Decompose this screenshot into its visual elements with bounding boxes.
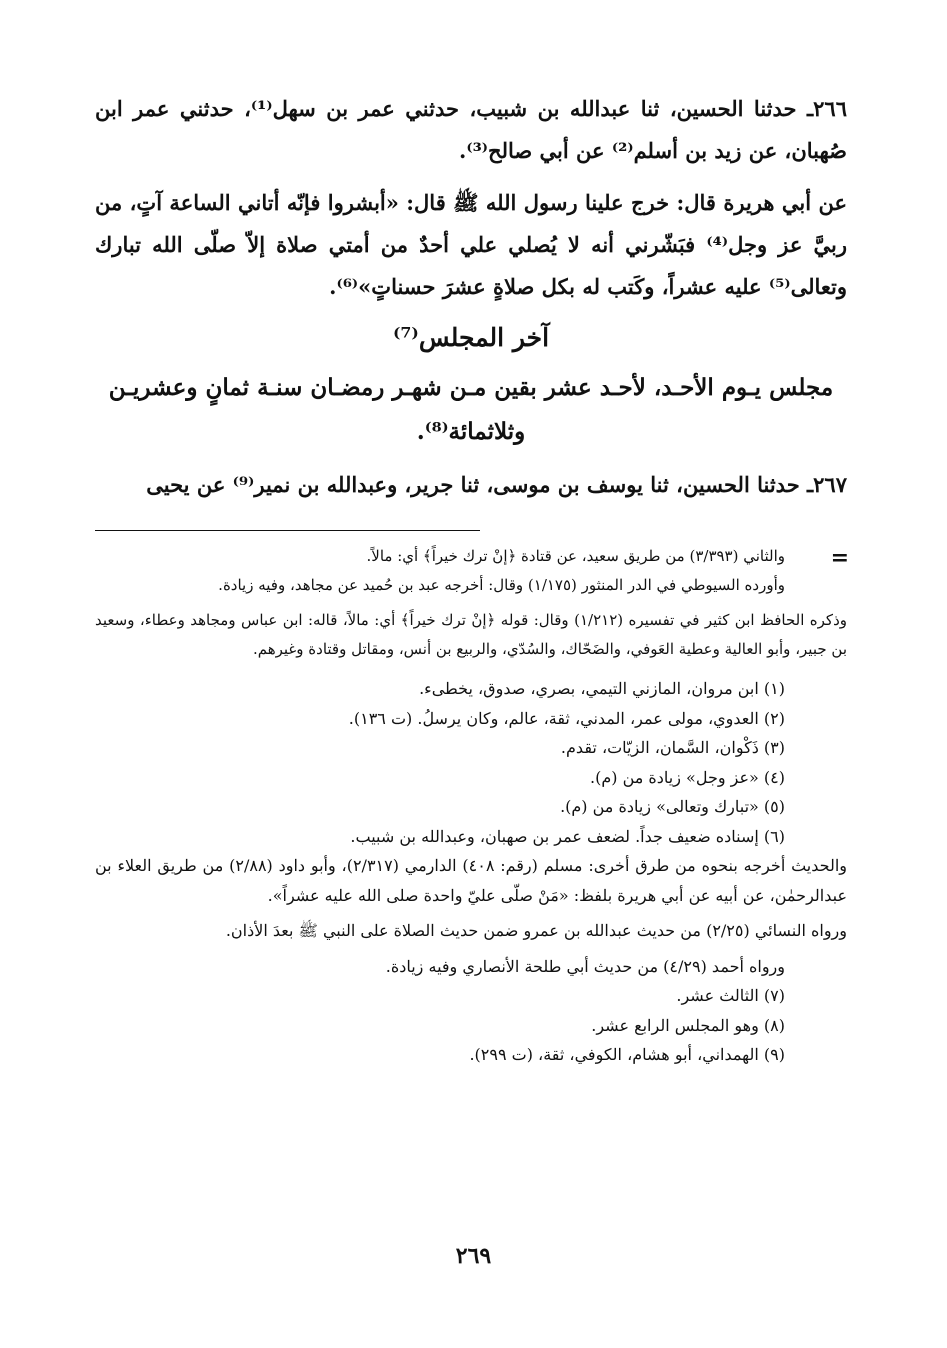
continuation-mark: = [830, 545, 849, 571]
main-text [95, 88, 847, 506]
footnote-4: (٤) «عز وجل» زيادة من (م). [590, 767, 785, 787]
footnote-list [95, 674, 847, 1070]
footnote-2: (٢) العدوي، مولى عمر، المدني، ثقة، عالم، وكان يرسلُ. (ت ١٣٦). [348, 708, 785, 728]
footnote-6: (٦) إسناده ضعيف جداً. لضعف عمر بن صهبان، وعبدالله بن شبيب. [350, 826, 785, 846]
footnote-8: (٨) وهو المجلس الرابع عشر. [591, 1015, 785, 1035]
footnote-5: (٥) «تبارك وتعالى» زيادة من (م). [560, 797, 785, 816]
footnotes [95, 542, 847, 1070]
note-continued-line: وأورده السيوطي في الدر المنثور (١/١٧٥) وقال: أخرجه عبد بن حُميد عن مجاهد، وفيه زيادة. [218, 576, 785, 594]
section-heading: آخر المجلس⁽⁷⁾ [392, 323, 550, 352]
footnote-1: (١) ابن مروان، المازني التيمي، بصري، صدوق، يخطىء. [419, 679, 785, 698]
page-number: ٢٦٩ [455, 1243, 492, 1269]
majlis-title: مجلس يـوم الأحـد، لأحـد عشر بقين مـن شهـر رمضـان سنـة ثمانٍ وعشريـن وثلاثمائة⁽⁸⁾. [108, 374, 834, 445]
hadith-266-isnad: ٢٦٦ـ حدثنا الحسين، ثنا عبدالله بن شبيب، حدثني عمر بن سهل⁽¹⁾، حدثني عمر ابن صُهبان، عن زيد بن أسلم⁽²⁾ عن أبي صالح⁽³⁾. [95, 96, 847, 163]
footnote-9: (٩) الهمداني، أبو هشام، الكوفي، ثقة، (ت ٢٩٩). [469, 1045, 785, 1064]
footnote-7: (٧) الثالث عشر. [676, 986, 785, 1005]
footnote-rule [95, 530, 480, 531]
takhrij-paragraph: ورواه أحمد (٤/٢٩) من حديث أبي طلحة الأنصاري وفيه زيادة. [385, 956, 785, 976]
hadith-267-isnad: ٢٦٧ـ حدثنا الحسين، ثنا يوسف بن موسى، ثنا جرير، وعبدالله بن نمير⁽⁹⁾ عن يحيى [146, 472, 847, 497]
footnote-separator [95, 520, 847, 542]
takhrij-paragraph: والحديث أخرجه بنحوه من طرق أخرى: مسلم (رقم: ٤٠٨) الدارمي (٢/٣١٧)، وأبو داود (٢/٨٨) من طريق العلاء بن عبدالرحمٰن، عن أبيه عن أبي هريرة بلفظ: «مَنْ صلّى عليّ واحدة صلى الله عليه عشراً». [95, 856, 848, 905]
takhrij-paragraph: ورواه النسائي (٢/٢٥) من حديث عبدالله بن عمرو ضمن حديث الصلاة على النبي ﷺ بعدَ الأذان. [225, 921, 847, 940]
note-continued-line: وذكره الحافظ ابن كثير في تفسيره (١/٢١٢) وقال: قوله ﴿إنْ ترك خيراً﴾ أي: مالاً، قاله: ابن عباس ومجاهد وعطاء، وسعيد بن جبير، وأبو العالية وعطية العَوفي، والضَحّاك، والسُدّي، والربيع بن أنس، ومقاتل وقتادة وغيرهم. [95, 611, 847, 658]
book-page [95, 88, 847, 1070]
footnote-3: (٣) ذَكْوان، السَّمان، الزيّات، تقدم. [560, 738, 785, 757]
hadith-266-matn: عن أبي هريرة قال: خرج علينا رسول الله ﷺ قال: «أبشروا فإنّه أتاني الساعة آتٍ، من ربيَّ عز وجل⁽⁴⁾ فبَشّرني أنه لا يُصلي علي أحدٌ من أمتي صلاة إلاّ صلّى الله تبارك وتعالى⁽⁵⁾ عليه عشراً، وكَتب له بكل صلاةٍ عشرَ حسناتٍ»⁽⁶⁾. [95, 190, 848, 299]
note-continued-line: والثاني (٣/٣٩٣) من طريق سعيد، عن قتادة ﴿إنْ ترك خيراً﴾ أي: مالاً. [366, 547, 785, 565]
